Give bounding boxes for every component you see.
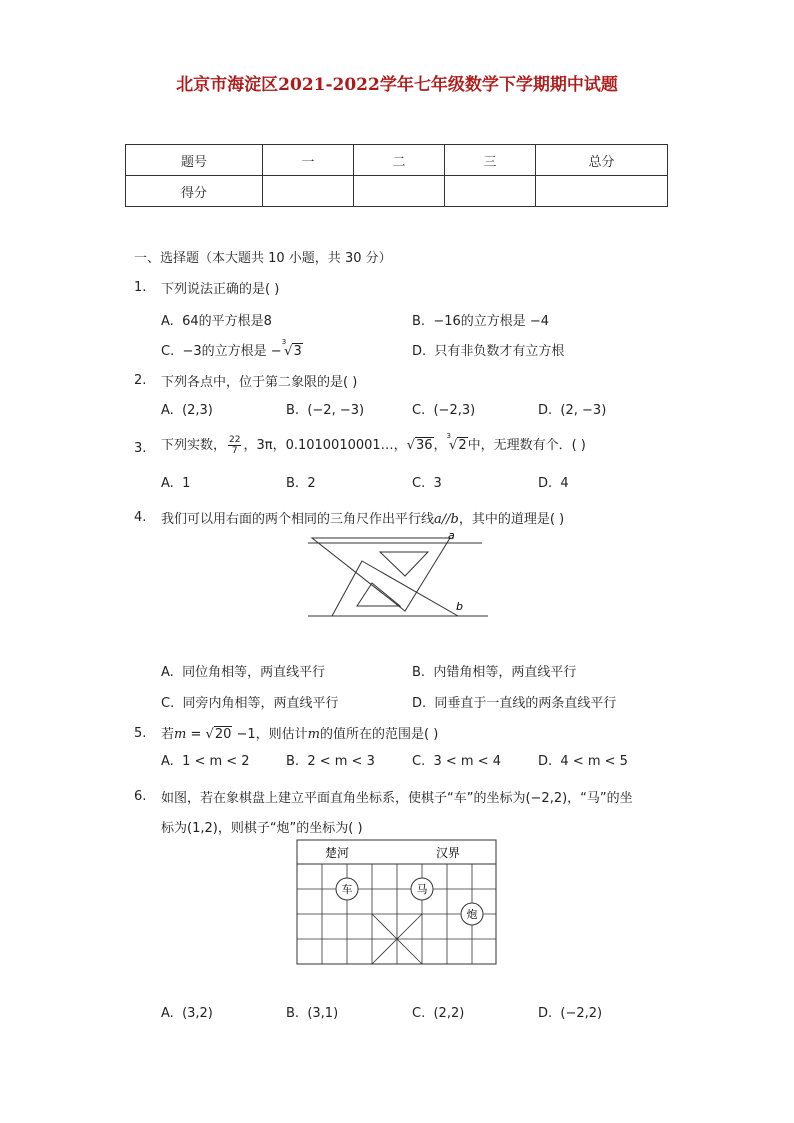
option-label: D. [538,1006,553,1021]
question-stem: 下列说法正确的是( ) [161,282,280,297]
chess-piece-pao [461,903,483,925]
score-table [125,144,668,207]
question-number: 1. [134,280,147,295]
option-b[interactable] [286,476,316,491]
triangle-ruler-outer [332,561,458,616]
option-label: D. [538,403,553,418]
option-text: 1 [182,476,191,491]
page-title: 北京市海淀区2021-2022学年七年级数学下学期期中试题 [176,75,618,95]
option-a[interactable] [161,310,272,329]
question-stem [161,508,564,527]
stem-text: −1，则估计 [232,727,308,742]
option-b[interactable] [412,661,576,680]
option-c[interactable] [412,476,442,491]
option-text: 1 < m < 2 [182,754,250,769]
option-text: 内错角相等，两直线平行 [433,665,577,680]
score-cell: 总分 [536,145,668,176]
score-input-cell[interactable] [536,176,668,207]
stem-text: 的值所在的范围是( ) [319,727,439,742]
option-b[interactable] [286,403,364,418]
option-d[interactable] [538,1006,602,1021]
option-text: 只有非负数才有立方根 [434,344,565,359]
option-label: A. [161,1006,174,1021]
option-label: D. [538,754,553,769]
score-cell: 三 [445,145,536,176]
question-number: 3. [134,441,147,456]
option-label: B. [286,476,300,491]
question-number: 5. [134,726,147,741]
option-label: B. [286,1006,300,1021]
option-b[interactable] [286,1006,338,1021]
chess-piece-che [336,878,358,900]
option-label: A. [161,314,174,329]
option-text: 同旁内角相等，两直线平行 [182,696,339,711]
option-text: (2,2) [433,1006,465,1021]
option-b[interactable] [412,310,549,329]
option-label: D. [412,344,427,359]
option-text: −16的立方根是 −4 [433,314,550,329]
root-index: 3 [446,432,452,440]
option-label: B. [412,314,426,329]
fraction [228,435,241,456]
option-label: D. [538,476,553,491]
piece-label: 马 [416,883,428,896]
option-a[interactable] [161,476,190,491]
option-label: C. [161,344,175,359]
stem-text: ，其中的道理是( ) [458,512,565,527]
option-text: (2,3) [182,403,213,418]
option-text: 同垂直于一直线的两条直线平行 [434,696,617,711]
option-text: 2 [307,476,316,491]
parallel-lines-figure [300,528,500,623]
stem-text: 我们可以用右面的两个相同的三角尺作出平行线 [161,512,435,527]
option-label: B. [412,665,426,680]
question-stem: 标为(1,2)，则棋子“炮”的坐标为( ) [161,821,363,836]
score-cell: 题号 [126,145,263,176]
option-d[interactable] [538,403,606,418]
option-text: 4 < m < 5 [560,754,628,769]
option-label: C. [161,696,175,711]
option-text: 3 < m < 4 [433,754,502,769]
stem-text: = [186,727,206,742]
option-a[interactable] [161,1006,213,1021]
option-c[interactable] [161,692,339,711]
score-input-cell[interactable] [354,176,445,207]
piece-label: 车 [341,883,353,896]
section-heading: 一、选择题（本大题共 10 小题，共 30 分） [134,251,392,266]
score-table-row [126,176,668,207]
option-d[interactable] [538,476,569,491]
option-b[interactable] [286,754,375,769]
option-d[interactable] [412,340,564,359]
question-stem: 如图，若在象棋盘上建立平面直角坐标系，使棋子“车”的坐标为(−2,2)，“马”的坐 [161,791,633,806]
option-c[interactable]: C. −3的立方根是 −$^3$√3 [161,338,302,359]
question-number: 6. [134,789,147,804]
option-a[interactable] [161,661,325,680]
option-a[interactable] [161,754,250,769]
question-stem: 下列各点中，位于第二象限的是( ) [161,375,358,390]
math-var: m [174,727,187,742]
score-table-header-row [126,145,668,176]
option-text: 2 < m < 3 [307,754,375,769]
option-label: C. [412,476,426,491]
option-label: D. [412,696,427,711]
option-d[interactable] [538,754,628,769]
stem-text: 下列实数， [161,438,227,453]
denominator: 7 [231,446,238,456]
option-label: A. [161,665,174,680]
radicand: 3 [293,344,302,359]
question-number: 4. [134,510,147,525]
option-text: −3的立方根是 − [182,344,282,359]
option-d[interactable] [412,692,616,711]
score-cell: 一 [263,145,354,176]
piece-label: 炮 [466,908,478,921]
option-label: C. [412,403,426,418]
score-row-label: 得分 [126,176,263,207]
option-text: (2, −3) [560,403,607,418]
line-label-a: a [448,529,455,542]
line-label-b: b [456,600,463,613]
option-label: C. [412,1006,426,1021]
question-stem: 下列实数， $\frac{22}{7}$ ，3π，0.1010010001…，√36，$^3$√2中，无理数有个．( ) [161,432,586,456]
option-text: (−2, −3) [307,403,365,418]
option-label: C. [412,754,426,769]
option-text: 同位角相等，两直线平行 [182,665,326,680]
option-text: 4 [560,476,569,491]
river-label-left: 楚河 [325,846,350,860]
question-number: 2. [134,373,147,388]
radicand: 2 [458,438,467,453]
stem-text: 若 [161,727,175,742]
option-label: A. [161,754,174,769]
score-input-cell[interactable] [263,176,354,207]
river-label-right: 汉界 [436,846,461,860]
option-label: A. [161,403,174,418]
option-c[interactable] [412,1006,464,1021]
option-text: 3 [433,476,442,491]
option-c[interactable] [412,403,475,418]
stem-text: ， [433,438,447,453]
option-text: (−2,3) [433,403,476,418]
option-label: A. [161,476,174,491]
option-text: (3,1) [307,1006,339,1021]
root-index: 3 [281,338,287,346]
numerator: 22 [229,435,241,445]
radicand: 20 [214,727,232,742]
option-a[interactable] [161,403,213,418]
option-text: (3,2) [182,1006,213,1021]
score-input-cell[interactable] [445,176,536,207]
chessboard-figure [296,839,498,966]
stem-text: 中，无理数有个．( ) [467,438,586,453]
score-cell: 二 [354,145,445,176]
radicand: 36 [415,438,433,453]
triangle-ruler-inner [380,552,428,576]
chess-piece-ma [411,878,433,900]
option-c[interactable] [412,754,501,769]
option-label: B. [286,754,300,769]
option-text: (−2,2) [560,1006,603,1021]
question-stem: 若m = √20 −1，则估计m的值所在的范围是( ) [161,727,439,742]
stem-text: ，3π，0.1010010001…， [243,438,407,453]
option-label: B. [286,403,300,418]
math-var: m [307,727,320,742]
option-text: 64的平方根是8 [182,314,272,329]
math-expr: a//b [434,512,459,527]
